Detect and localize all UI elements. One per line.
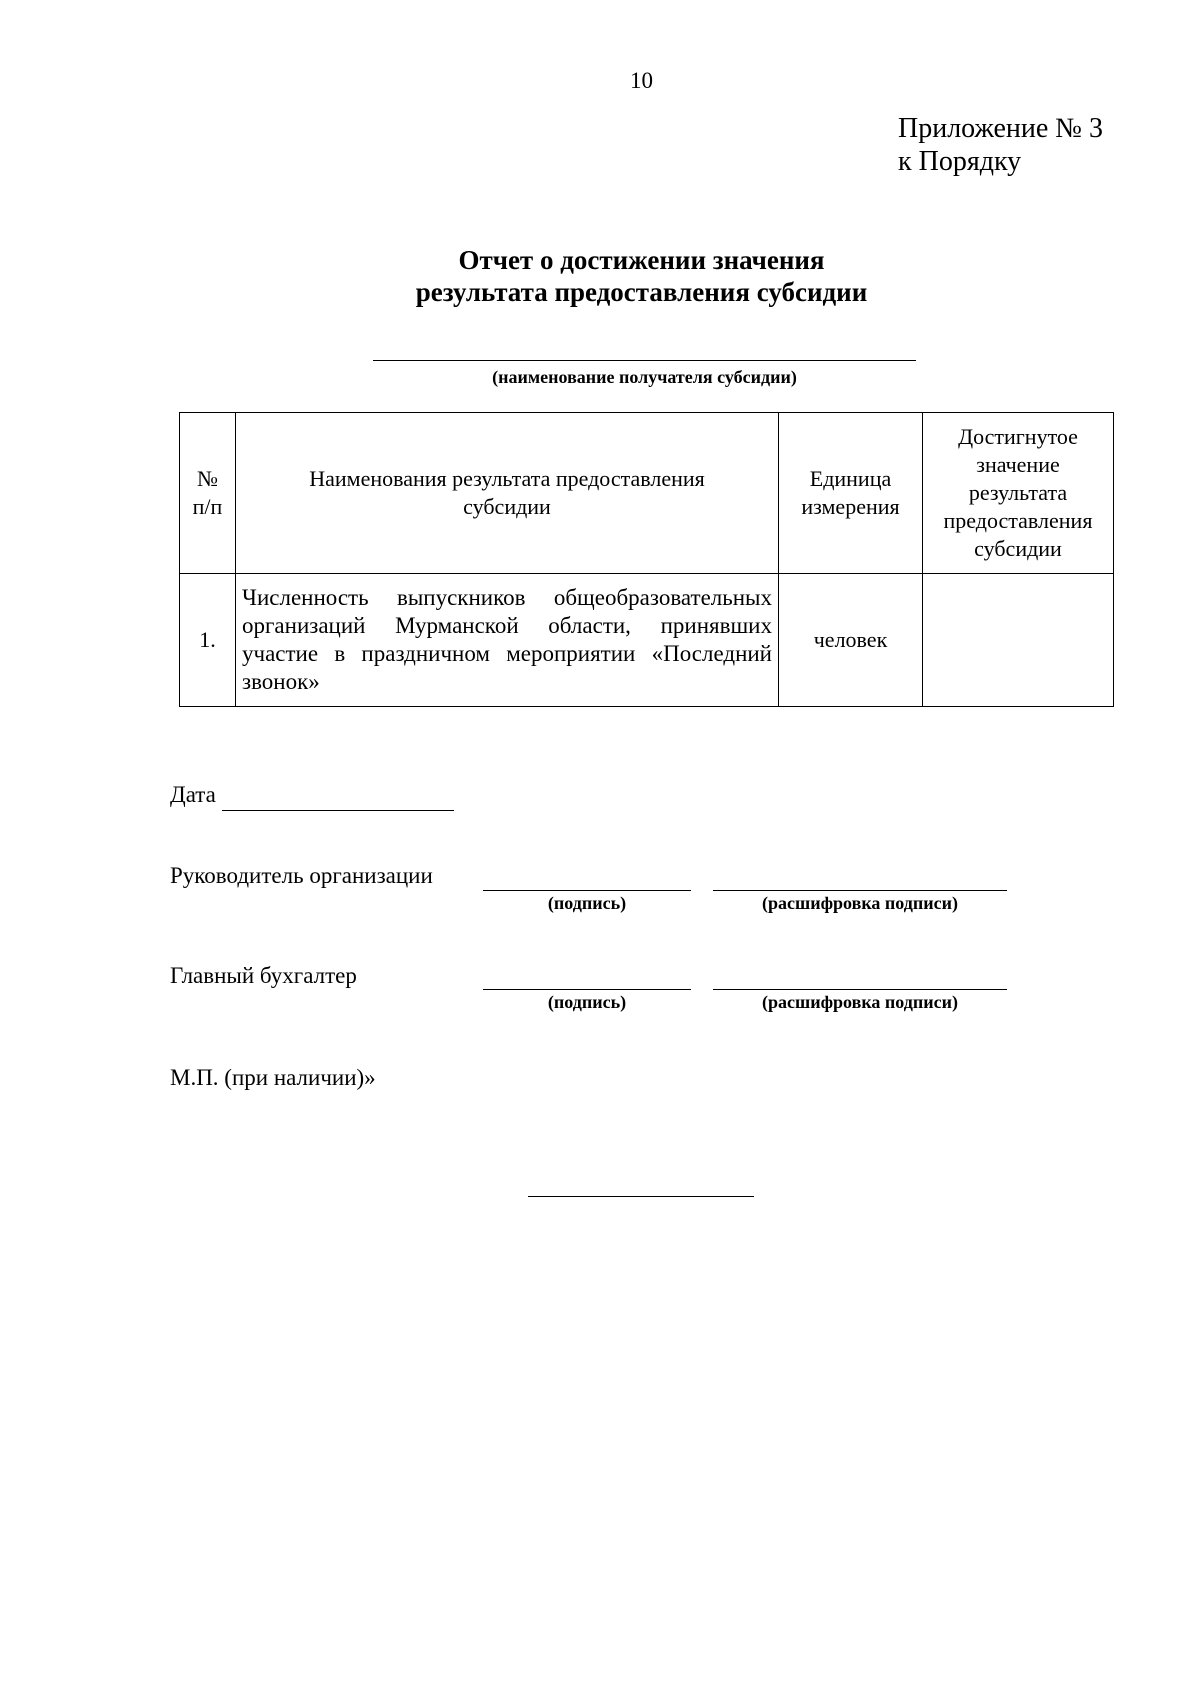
date-label: Дата	[170, 782, 216, 807]
accountant-signature-line[interactable]	[483, 989, 691, 990]
report-table	[179, 412, 1114, 707]
title-line-2: результата предоставления субсидии	[415, 277, 868, 307]
seal-label: М.П. (при наличии)»	[170, 1065, 376, 1090]
appendix-order: к Порядку	[898, 146, 1022, 177]
accountant-signature-caption: (подпись)	[547, 992, 627, 1012]
header-result-name: Наименования результата предоставления субсидии	[236, 413, 779, 574]
document-title	[0, 244, 1200, 308]
appendix-reference	[898, 112, 1103, 178]
head-decoding-line[interactable]	[713, 890, 1007, 891]
head-decoding-caption: (расшифровка подписи)	[762, 893, 958, 913]
end-separator-line	[528, 1196, 754, 1197]
row-number: 1.	[180, 574, 236, 707]
header-number: № п/п	[180, 413, 236, 574]
table-row	[180, 574, 1114, 707]
accountant-decoding-line[interactable]	[713, 989, 1007, 990]
header-unit: Единица измерения	[779, 413, 923, 574]
head-signature-caption: (подпись)	[547, 893, 627, 913]
row-unit: человек	[779, 574, 923, 707]
head-signature-line[interactable]	[483, 890, 691, 891]
accountant-decoding-caption: (расшифровка подписи)	[762, 992, 958, 1012]
head-label: Руководитель организации	[170, 863, 433, 888]
recipient-name-line[interactable]	[373, 360, 916, 361]
title-line-1: Отчет о достижении значения	[458, 245, 825, 275]
date-line[interactable]	[222, 810, 454, 811]
row-achieved-value[interactable]	[923, 574, 1114, 707]
page-number: 10	[630, 68, 653, 93]
recipient-caption: (наименование получателя субсидии)	[492, 367, 797, 387]
accountant-label: Главный бухгалтер	[170, 963, 357, 988]
row-result-name: Численность выпускников общеобразовательных организаций Мурманской области, принявших участие в праздничном мероприятии «Последний звонок»	[236, 574, 779, 707]
appendix-number: Приложение № 3	[898, 113, 1103, 144]
header-achieved-value: Достигнутое значение результата предоставления субсидии	[923, 413, 1114, 574]
table-header-row	[180, 413, 1114, 574]
